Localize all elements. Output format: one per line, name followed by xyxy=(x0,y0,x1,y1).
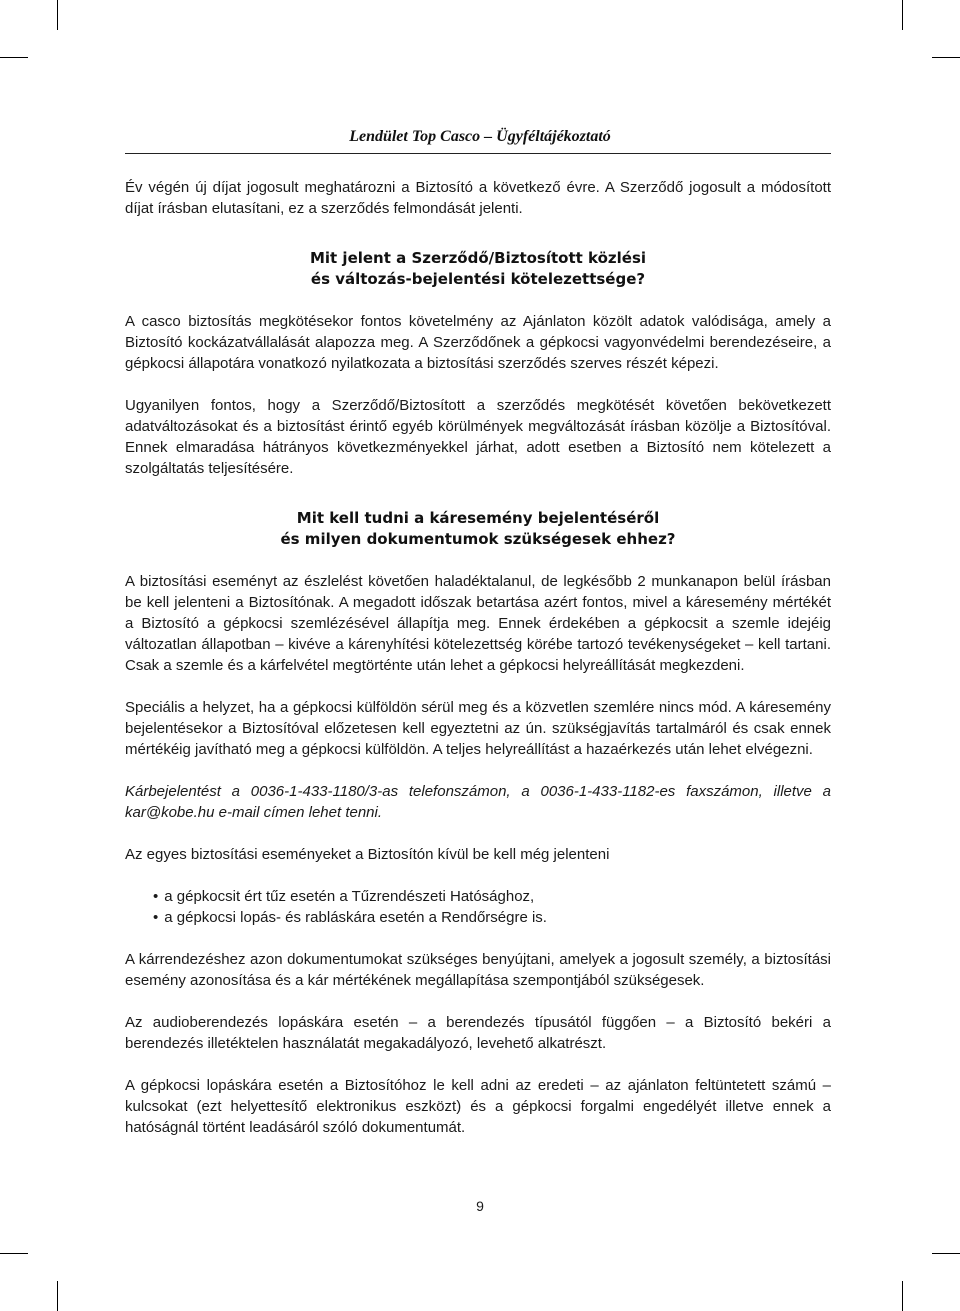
crop-mark xyxy=(932,57,960,58)
paragraph: A casco biztosítás megkötésekor fontos követelmény az Ajánlaton közölt adatok valódisága, amely a Biztosító kockázatvállalását alapozza meg. A Szerződőnek a gépkocsi vagyonvédelmi berendezéseire, a gépkocsi állapotára vonatkozó nyilatkozata a biztosítási szerződés szerves részét képezi. xyxy=(125,313,831,372)
list-item: • a gépkocsit ért tűz esetén a Tűzrendészeti Hatósághoz, xyxy=(153,886,831,907)
claim-contact-paragraph: Kárbejelentést a 0036-1-433-1180/3-as telefonszámon, a 0036-1-433-1182-es faxszámon, illetve a kar@kobe.hu e-mail címen lehet tenni. xyxy=(125,783,831,821)
section-heading-line: és változás-bejelentési kötelezettsége? xyxy=(310,270,646,288)
section-heading-line: Mit jelent a Szerződő/Biztosított közlési xyxy=(309,249,647,267)
crop-mark xyxy=(932,1253,960,1254)
paragraph: A kárrendezéshez azon dokumentumokat szükséges benyújtani, amelyek a jogosult személy, a biztosítási esemény azonosítása és a kár mértékének megállapítása szempontjából szükségesek. xyxy=(125,951,831,989)
crop-mark xyxy=(0,1253,28,1254)
crop-mark xyxy=(57,0,58,30)
crop-mark xyxy=(57,1281,58,1311)
crop-mark xyxy=(902,1281,903,1311)
section-heading-line: és milyen dokumentumok szükségesek ehhez? xyxy=(280,530,676,548)
paragraph: Az audioberendezés lopáskára esetén – a berendezés típusától függően – a Biztosító bekéri a berendezés illetéktelen használatát megakadályozó, levehető alkatrészt. xyxy=(125,1014,831,1052)
page-title: Lendület Top Casco – Ügyféltájékoztató xyxy=(349,128,611,145)
paragraph: Ugyanilyen fontos, hogy a Szerződő/Biztosított a szerződés megkötését követően bekövetkezett adatváltozásokat és a biztosítást érintő egyéb körülmények megváltozását írásban közölje a Biztosítóval. Ennek elmaradása hátrányos következményekkel járhat, adott esetben a Biztosító nem kötelezett a szolgáltatás teljesítésére. xyxy=(125,397,831,477)
paragraph: Év végén új díjat jogosult meghatározni a Biztosító a következő évre. A Szerződő jogosult a módosított díjat írásban elutasítani, ez a szerződés felmondását jelenti. xyxy=(125,179,831,217)
section-heading xyxy=(125,508,831,550)
header-divider xyxy=(125,153,831,154)
page-number: 9 xyxy=(476,1198,484,1214)
paragraph: A gépkocsi lopáskára esetén a Biztosítóhoz le kell adni az eredeti – az ajánlaton feltüntetett számú – kulcsokat (ezt helyettesítő elektronikus eszközt) és a gépkocsi forgalmi engedélyét illetve ennek a hatóságnál történt leadásáról szóló dokumentumát. xyxy=(125,1077,831,1136)
paragraph: Speciális a helyzet, ha a gépkocsi külföldön sérül meg és a közvetlen szemlére nincs mód. A káresemény bejelentésekor a Biztosítóval előzetesen kell egyeztetni az ún. szükségjavítás tartalmáról és csak ennek mértékéig javítható meg a gépkocsi külföldön. A teljes helyreállítást a hazaérkezés után lehet elvégezni. xyxy=(125,699,831,758)
document-body xyxy=(125,177,831,1138)
crop-mark xyxy=(0,57,28,58)
paragraph: A biztosítási eseményt az észlelést követően haladéktalanul, de legkésőbb 2 munkanapon belül írásban be kell jelenteni a Biztosítónak. A megadott időszak betartása azért fontos, mivel a káresemény mértékét a Biztosító a gépkocsi szemlézésével állapítja meg. Ennek érdekében a gépkocsit a szemle idejéig változatlan állapotban – kivéve a kárenyhítési kötelezettség körébe tartozó tevékenységeket – kell tartani. Csak a szemle és a kárfelvétel megtörténte után lehet a gépkocsi helyreállítását megkezdeni. xyxy=(125,573,831,674)
paragraph: Az egyes biztosítási eseményeket a Biztosítón kívül be kell még jelenteni xyxy=(125,846,610,863)
bullet-list xyxy=(125,886,831,928)
crop-mark xyxy=(902,0,903,30)
list-item: • a gépkocsi lopás- és rabláskára esetén a Rendőrségre is. xyxy=(153,907,831,928)
section-heading xyxy=(125,248,831,290)
section-heading-line: Mit kell tudni a káresemény bejelentéséről xyxy=(296,509,660,527)
